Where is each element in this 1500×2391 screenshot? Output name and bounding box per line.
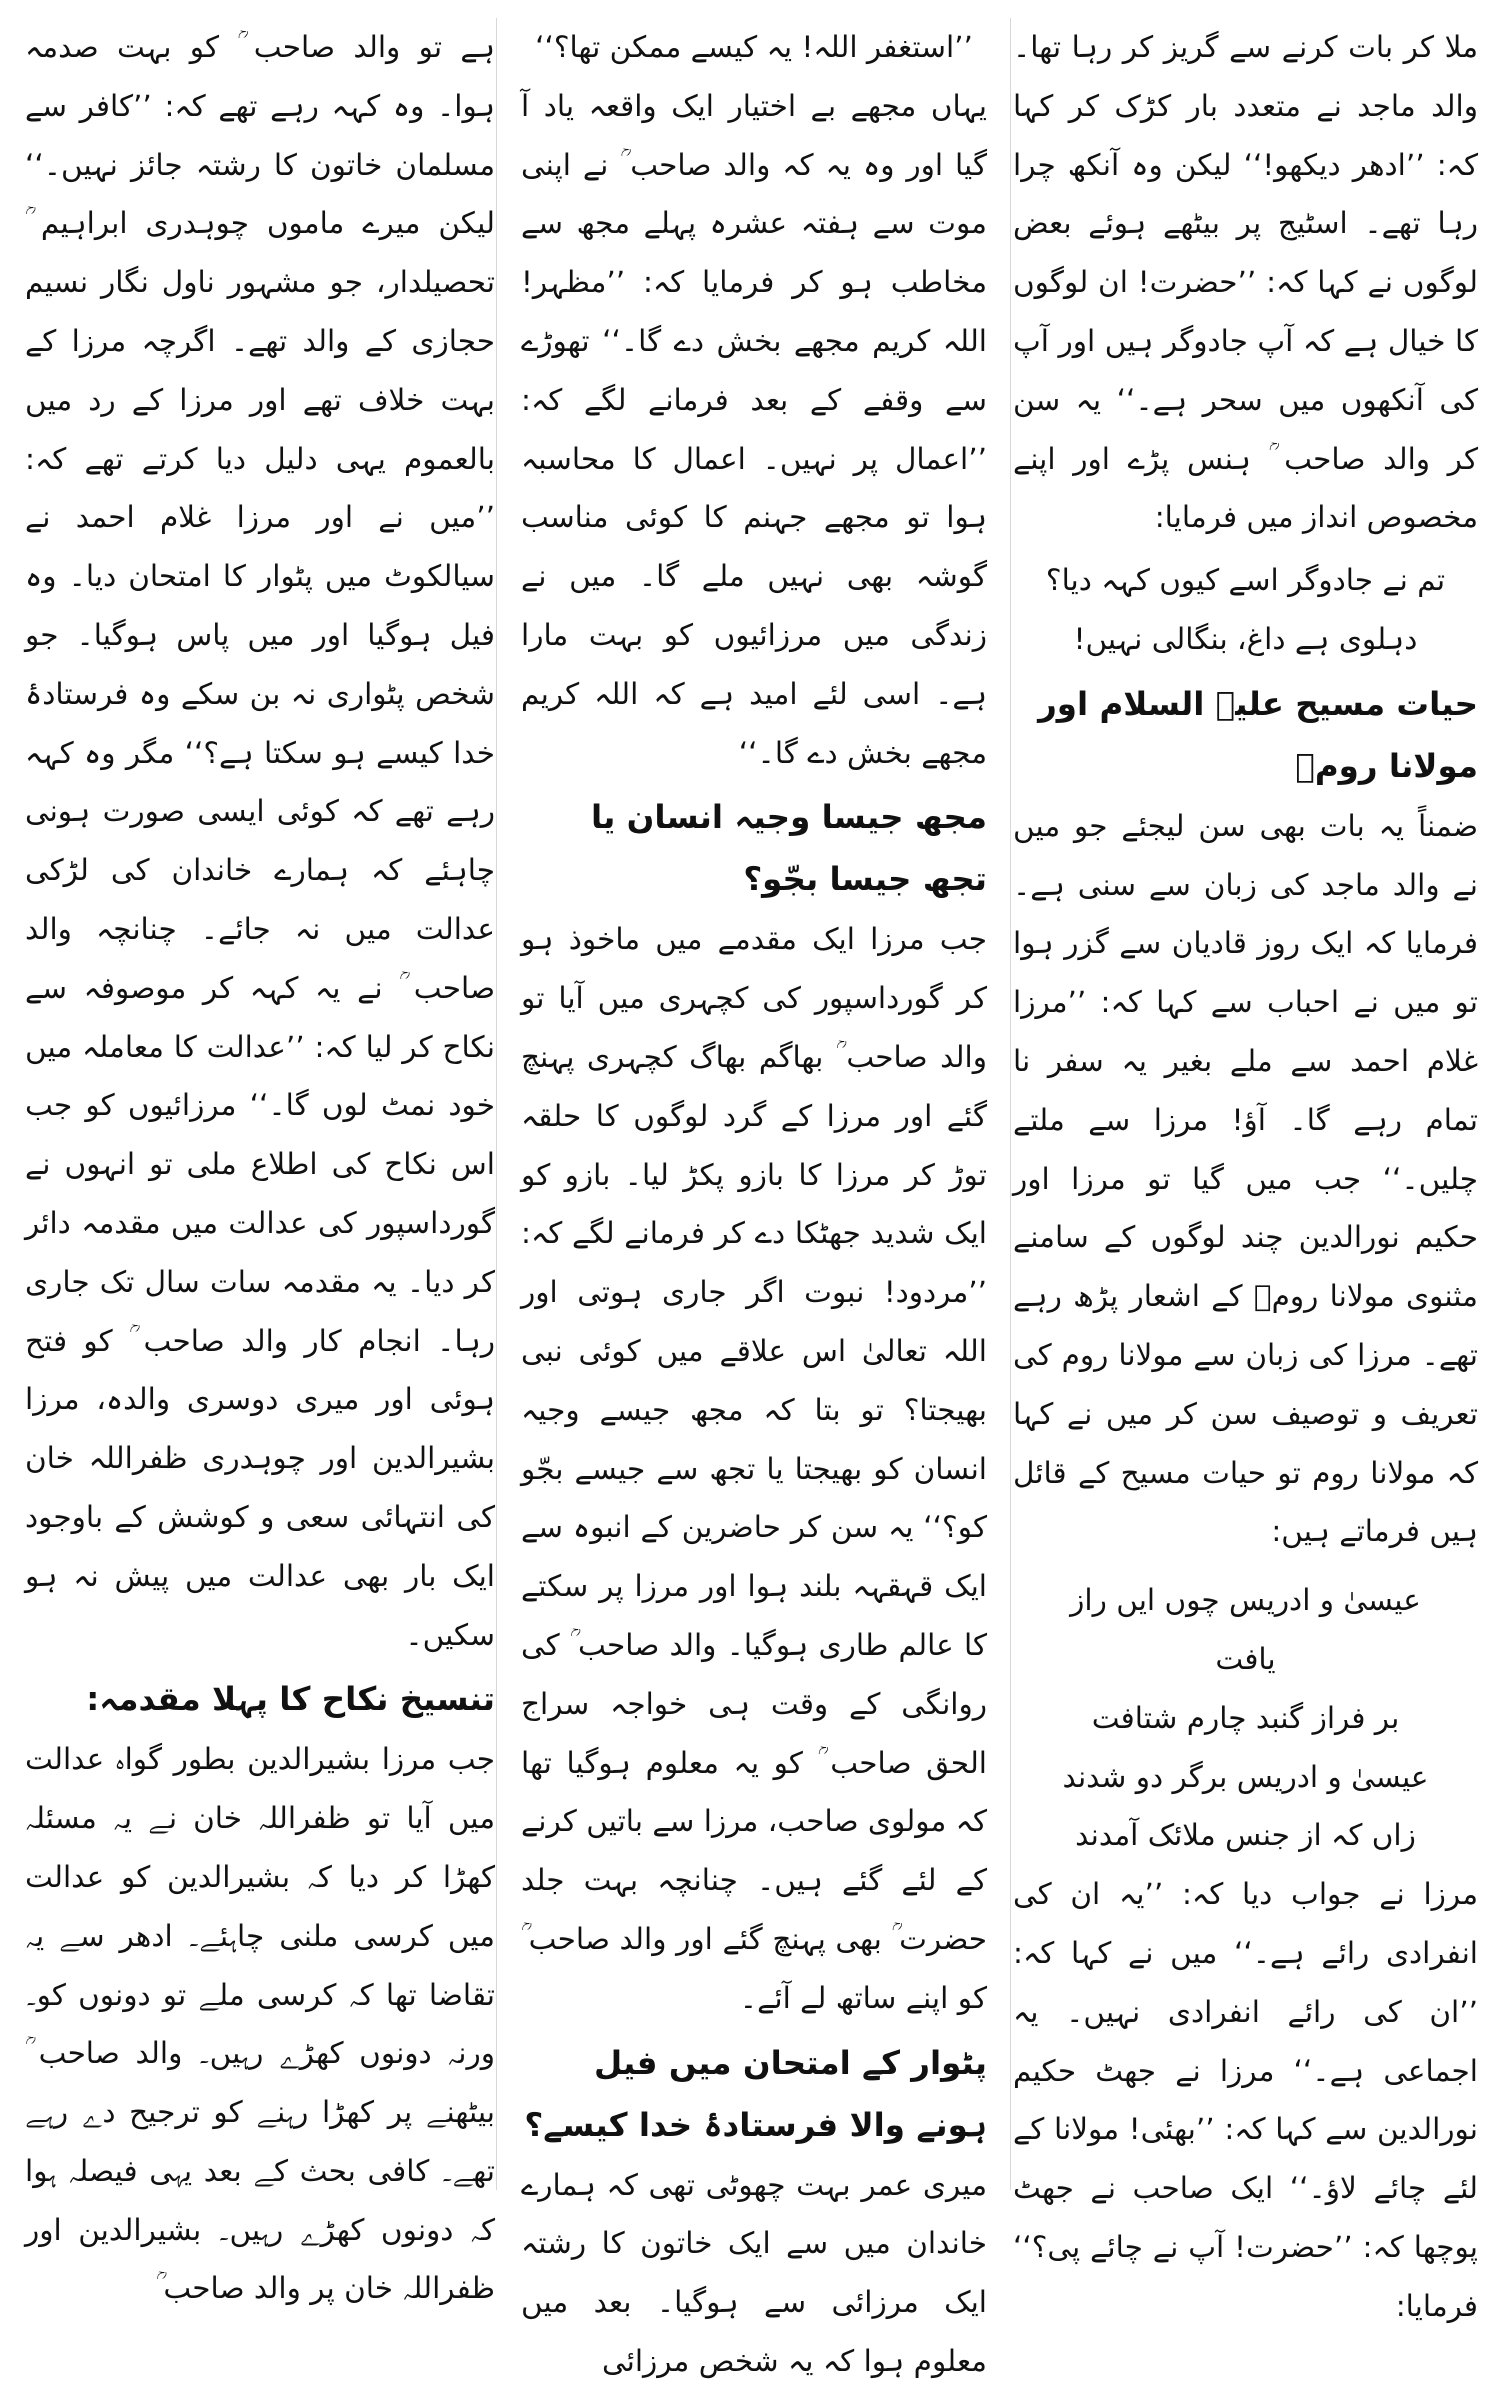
column-divider [496, 18, 497, 2190]
quoted-line: دہلوی ہے داغ، بنگالی نہیں! [1073, 621, 1418, 656]
quoted-line: تم نے جادوگر اسے کیوں کہہ دیا؟ [1045, 563, 1446, 598]
quoted-line: ’’استغفر اللہ! یہ کیسے ممکن تھا؟‘‘ [535, 30, 973, 64]
paragraph: جب مرزا بشیرالدین بطور گواہ عدالت میں آیا تو ظفراللہ خان نے یہ مسئلہ کھڑا کر دیا کہ بشیرالدین کو عدالت میں کرسی ملنی چاہئے۔ ادھر سے یہ تقاضا تھا کہ کرسی ملے تو دونوں کو۔ ورنہ دونوں کھڑے رہیں۔ والد صاحب ؒ بیٹھنے پر کھڑا رہنے کو ترجیح دے رہے تھے۔ کافی بحث کے بعد یہی فیصلہ ہوا کہ دونوں کھڑے رہیں۔ بشیرالدین اور ظفراللہ خان پر والد صاحب ؒ [25, 1742, 495, 2306]
poem-verse: عیسیٰ و ادریس برگر دو شدند [1062, 1759, 1429, 1794]
text-column-middle [521, 18, 987, 2378]
section-heading: تنسیخ نکاح کا پہلا مقدمہ: [86, 1680, 495, 1719]
paragraph: ملا کر بات کرنے سے گریز کر رہا تھا۔ والد ماجد نے متعدد بار کڑک کر کہا کہ: ’’ادھر دیکھو!‘‘ لیکن وہ آنکھ چرا رہا تھے۔ اسٹیج پر بیٹھے ہوئے بعض لوگوں نے کہا کہ: ’’حضرت! ان لوگوں کا خیال ہے کہ آپ جادوگر ہیں اور آپ کی آنکھوں میں سحر ہے۔‘‘ یہ سن کر والد صاحب ؒ ہنس پڑے اور اپنے مخصوص انداز میں فرمایا: [1013, 30, 1478, 535]
poem-verse: زاں کہ از جنس ملائک آمدند [1075, 1818, 1416, 1853]
paragraph: جب مرزا ایک مقدمے میں ماخوذ ہو کر گورداسپور کی کچہری میں آیا تو والد صاحب ؒ بھاگم بھاگ کچہری پہنچ گئے اور مرزا کے گرد لوگوں کا حلقہ توڑ کر مرزا کا بازو پکڑ لیا۔ بازو کو ایک شدید جھٹکا دے کر فرمانے لگے کہ: ’’مردود! نبوت اگر جاری ہوتی اور اللہ تعالیٰ اس علاقے میں کوئی نبی بھیجتا؟ تو بتا کہ مجھ جیسے وجیہ انسان کو بھیجتا یا تجھ سے جیسے بجّو کو؟‘‘ یہ سن کر حاضرین کے انبوہ سے ایک قہقہہ بلند ہوا اور مرزا پر سکتے کا عالم طاری ہوگیا۔ والد صاحب ؒ کی روانگی کے وقت ہی خواجہ سراج الحق صاحب ؒ کو یہ معلوم ہوگیا تھا کہ مولوی صاحب، مرزا سے باتیں کرنے کے لئے گئے ہیں۔ چنانچہ بہت جلد حضرت ؒ بھی پہنچ گئے اور والد صاحب ؒ کو اپنے ساتھ لے آئے۔ [521, 922, 987, 2015]
text-column-right [1013, 18, 1478, 2323]
paragraph: ضمناً یہ بات بھی سن لیجئے جو میں نے والد ماجد کی زبان سے سنی ہے۔ فرمایا کہ ایک روز قادیان سے گزر ہوا تو میں نے احباب سے کہا کہ: ’’مرزا غلام احمد سے ملے بغیر یہ سفر نا تمام رہے گا۔ آؤ! مرزا سے ملتے چلیں۔‘‘ جب میں گیا تو مرزا اور حکیم نورالدین چند لوگوں کے سامنے مثنوی مولانا رومؒ کے اشعار پڑھ رہے تھے۔ مرزا کی زبان سے مولانا روم کی تعریف و توصیف سن کر میں نے کہا کہ مولانا روم تو حیات مسیح کے قائل ہیں فرماتے ہیں: [1013, 808, 1478, 1549]
poem-verse: بر فراز گنبد چارم شتافت [1091, 1700, 1400, 1735]
text-column-left [25, 18, 495, 2306]
persian-poem [1013, 1571, 1478, 1865]
poem-verse: عیسیٰ و ادریس چوں ایں راز یافت [1070, 1583, 1421, 1676]
paragraph: مرزا نے جواب دیا کہ: ’’یہ ان کی انفرادی رائے ہے۔‘‘ میں نے کہا کہ: ’’ان کی رائے انفرادی نہیں۔ یہ اجماعی ہے۔‘‘ مرزا نے جھٹ حکیم نورالدین سے کہا کہ: ’’بھئی! مولانا کے لئے چائے لاؤ۔‘‘ ایک صاحب نے جھٹ پوچھا کہ: ’’حضرت! آپ نے چائے پی؟‘‘ فرمایا: [1013, 1877, 1478, 2323]
section-heading: پٹوار کے امتحان میں فیل ہونے والا فرستادۂ خدا کیسے؟ [524, 2043, 987, 2144]
section-heading: حیات مسیح علیہ السلام اور مولانا رومؒ [1038, 684, 1478, 785]
paragraph: یہاں مجھے بے اختیار ایک واقعہ یاد آ گیا اور وہ یہ کہ والد صاحب ؒ نے اپنی موت سے ہفتہ عشرہ پہلے مجھ سے مخاطب ہو کر فرمایا کہ: ’’مظہر! اللہ کریم مجھے بخش دے گا۔‘‘ تھوڑے سے وقفے کے بعد فرمانے لگے کہ: ’’اعمال پر نہیں۔ اعمال کا محاسبہ ہوا تو مجھے جہنم کا کوئی مناسب گوشہ بھی نہیں ملے گا۔ میں نے زندگی میں مرزائیوں کو بہت مارا ہے۔ اسی لئے امید ہے کہ اللہ کریم مجھے بخش دے گا۔‘‘ [521, 88, 987, 770]
section-heading: مجھ جیسا وجیہ انسان یا تجھ جیسا بجّو؟ [590, 798, 987, 899]
paragraph: ہے تو والد صاحب ؒ کو بہت صدمہ ہوا۔ وہ کہہ رہے تھے کہ: ’’کافر سے مسلمان خاتون کا رشتہ جائز نہیں۔‘‘ لیکن میرے ماموں چوہدری ابراہیم ؒ تحصیلدار، جو مشہور ناول نگار نسیم حجازی کے والد تھے۔ اگرچہ مرزا کے بہت خلاف تھے اور مرزا کے رد میں بالعموم یہی دلیل دیا کرتے تھے کہ: ’’میں نے اور مرزا غلام احمد نے سیالکوٹ میں پٹوار کا امتحان دیا۔ وہ فیل ہوگیا اور میں پاس ہوگیا۔ جو شخص پٹواری نہ بن سکے وہ فرستادۂ خدا کیسے ہو سکتا ہے؟‘‘ مگر وہ کہہ رہے تھے کہ کوئی ایسی صورت ہونی چاہئے کہ ہمارے خاندان کی لڑکی عدالت میں نہ جائے۔ چنانچہ والد صاحب ؒ نے یہ کہہ کر موصوفہ سے نکاح کر لیا کہ: ’’عدالت کا معاملہ میں خود نمٹ لوں گا۔‘‘ مرزائیوں کو جب اس نکاح کی اطلاع ملی تو انہوں نے گورداسپور کی عدالت میں مقدمہ دائر کر دیا۔ یہ مقدمہ سات سال تک جاری رہا۔ انجام کار والد صاحب ؒ کو فتح ہوئی اور میری دوسری والدہ، مرزا بشیرالدین اور چوہدری ظفراللہ خان کی انتہائی سعی و کوشش کے باوجود ایک بار بھی عدالت میں پیش نہ ہو سکیں۔ [25, 30, 495, 1652]
paragraph: میری عمر بہت چھوٹی تھی کہ ہمارے خاندان میں سے ایک خاتون کا رشتہ ایک مرزائی سے ہوگیا۔ بعد میں معلوم ہوا کہ یہ شخص مرزائی [521, 2167, 987, 2378]
column-divider [1010, 18, 1011, 2190]
